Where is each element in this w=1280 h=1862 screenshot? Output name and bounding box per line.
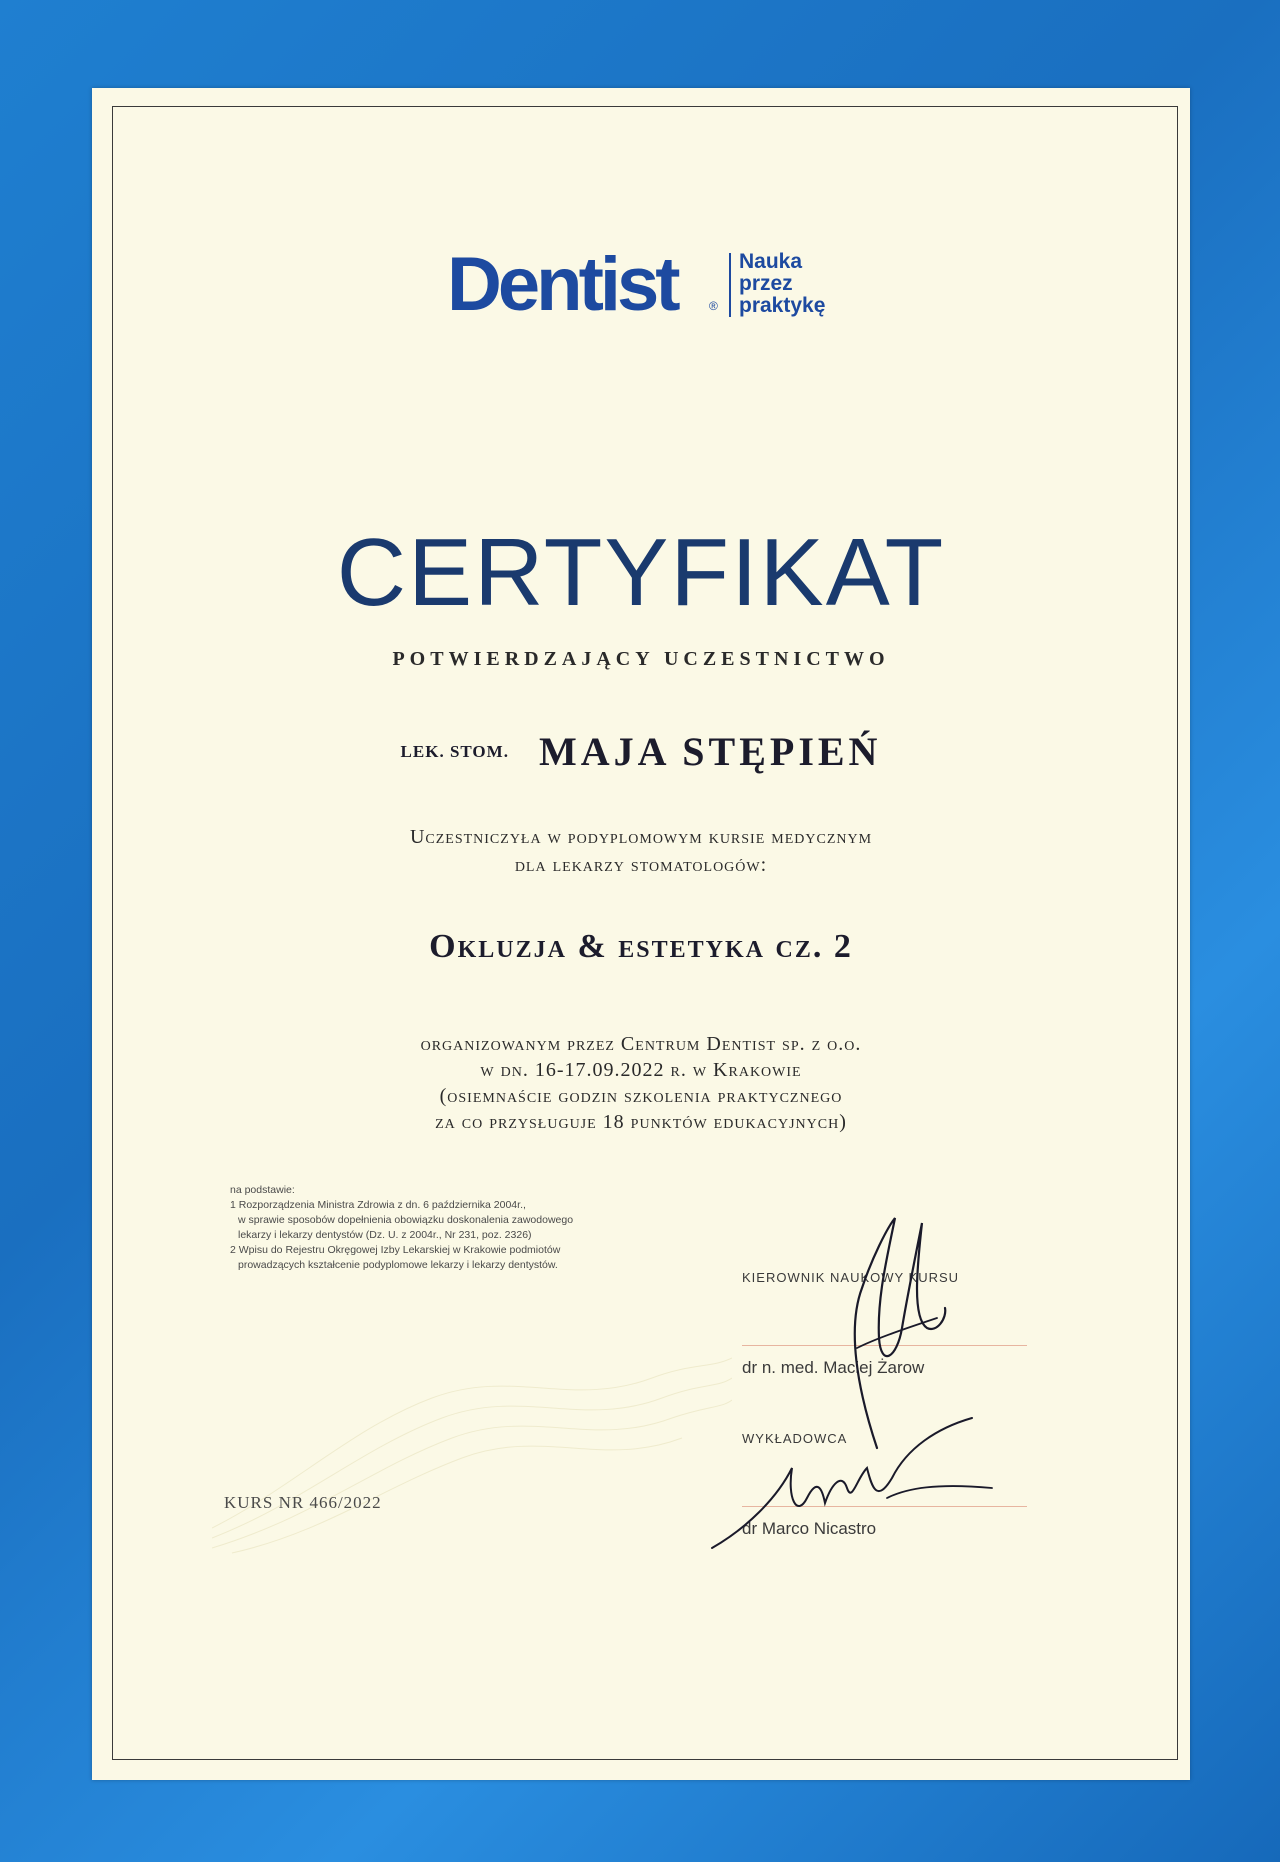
legal-basis-line: prowadzących kształcenie podyplomowe lekarzy i lekarzy dentystów.: [238, 1259, 558, 1271]
certificate-subtitle: POTWIERDZAJĄCY UCZESTNICTWO: [392, 648, 890, 670]
logo-tagline-line: praktykę: [739, 294, 826, 317]
lecturer-name: dr Marco Nicastro: [742, 1519, 877, 1538]
logo-separator: [729, 253, 731, 317]
legal-basis: [230, 1183, 750, 1273]
legal-basis-line: w sprawie sposobów dopełnienia obowiązku doskonalenia zawodowego: [238, 1214, 574, 1226]
head-role-label: KIEROWNIK NAUKOWY KURSU: [742, 1270, 960, 1285]
organizer-line: organizowanym przez Centrum Dentist sp. z o.o.: [420, 1033, 862, 1055]
logo-tagline: [739, 251, 859, 317]
legal-basis-line: lekarzy i lekarzy dentystów (Dz. U. z 2004r., Nr 231, poz. 2326): [238, 1229, 532, 1241]
legal-basis-line: 2 Wpisu do Rejestru Okręgowej Izby Lekarskiej w Krakowie podmiotów: [230, 1244, 561, 1256]
certificate-title: CERTYFIKAT: [336, 519, 946, 626]
head-name: dr n. med. Maciej Żarow: [742, 1358, 925, 1377]
course-name: Okluzja & estetyka cz. 2: [429, 928, 853, 965]
mountain-watermark: [212, 1338, 732, 1558]
logo-wordmark: Dentist: [447, 242, 677, 327]
recipient-name: MAJA STĘPIEŃ: [538, 729, 882, 774]
course-number: KURS NR 466/2022: [224, 1493, 382, 1512]
organizer-line: w dn. 16-17.09.2022 r. w Krakowie: [480, 1059, 802, 1081]
organizer-line: za co przysługuje 18 punktów edukacyjnych): [435, 1111, 847, 1133]
description-line: dla lekarzy stomatologów:: [514, 854, 768, 876]
logo-tagline-line: Nauka: [739, 250, 803, 273]
certificate-sheet: [92, 88, 1190, 1780]
legal-basis-heading: na podstawie:: [230, 1184, 295, 1196]
logo-registered-mark: ®: [709, 299, 718, 313]
recipient-prefix: LEK. STOM.: [400, 741, 509, 761]
lecturer-signature: [707, 1408, 1007, 1558]
participation-description: [92, 823, 1190, 879]
description-line: Uczestniczyła w podyplomowym kursie medycznym: [409, 826, 873, 848]
legal-basis-line: 1 Rozporządzenia Ministra Zdrowia z dn. 6 października 2004r.,: [230, 1199, 526, 1211]
dentist-logo: [447, 243, 847, 333]
lecturer-role-label: WYKŁADOWCA: [742, 1431, 848, 1446]
logo-tagline-line: przez: [739, 272, 793, 295]
recipient-row: [92, 728, 1190, 775]
organizer-info: [92, 1031, 1190, 1135]
organizer-line: (osiemnaście godzin szkolenia praktycznego: [439, 1085, 843, 1107]
